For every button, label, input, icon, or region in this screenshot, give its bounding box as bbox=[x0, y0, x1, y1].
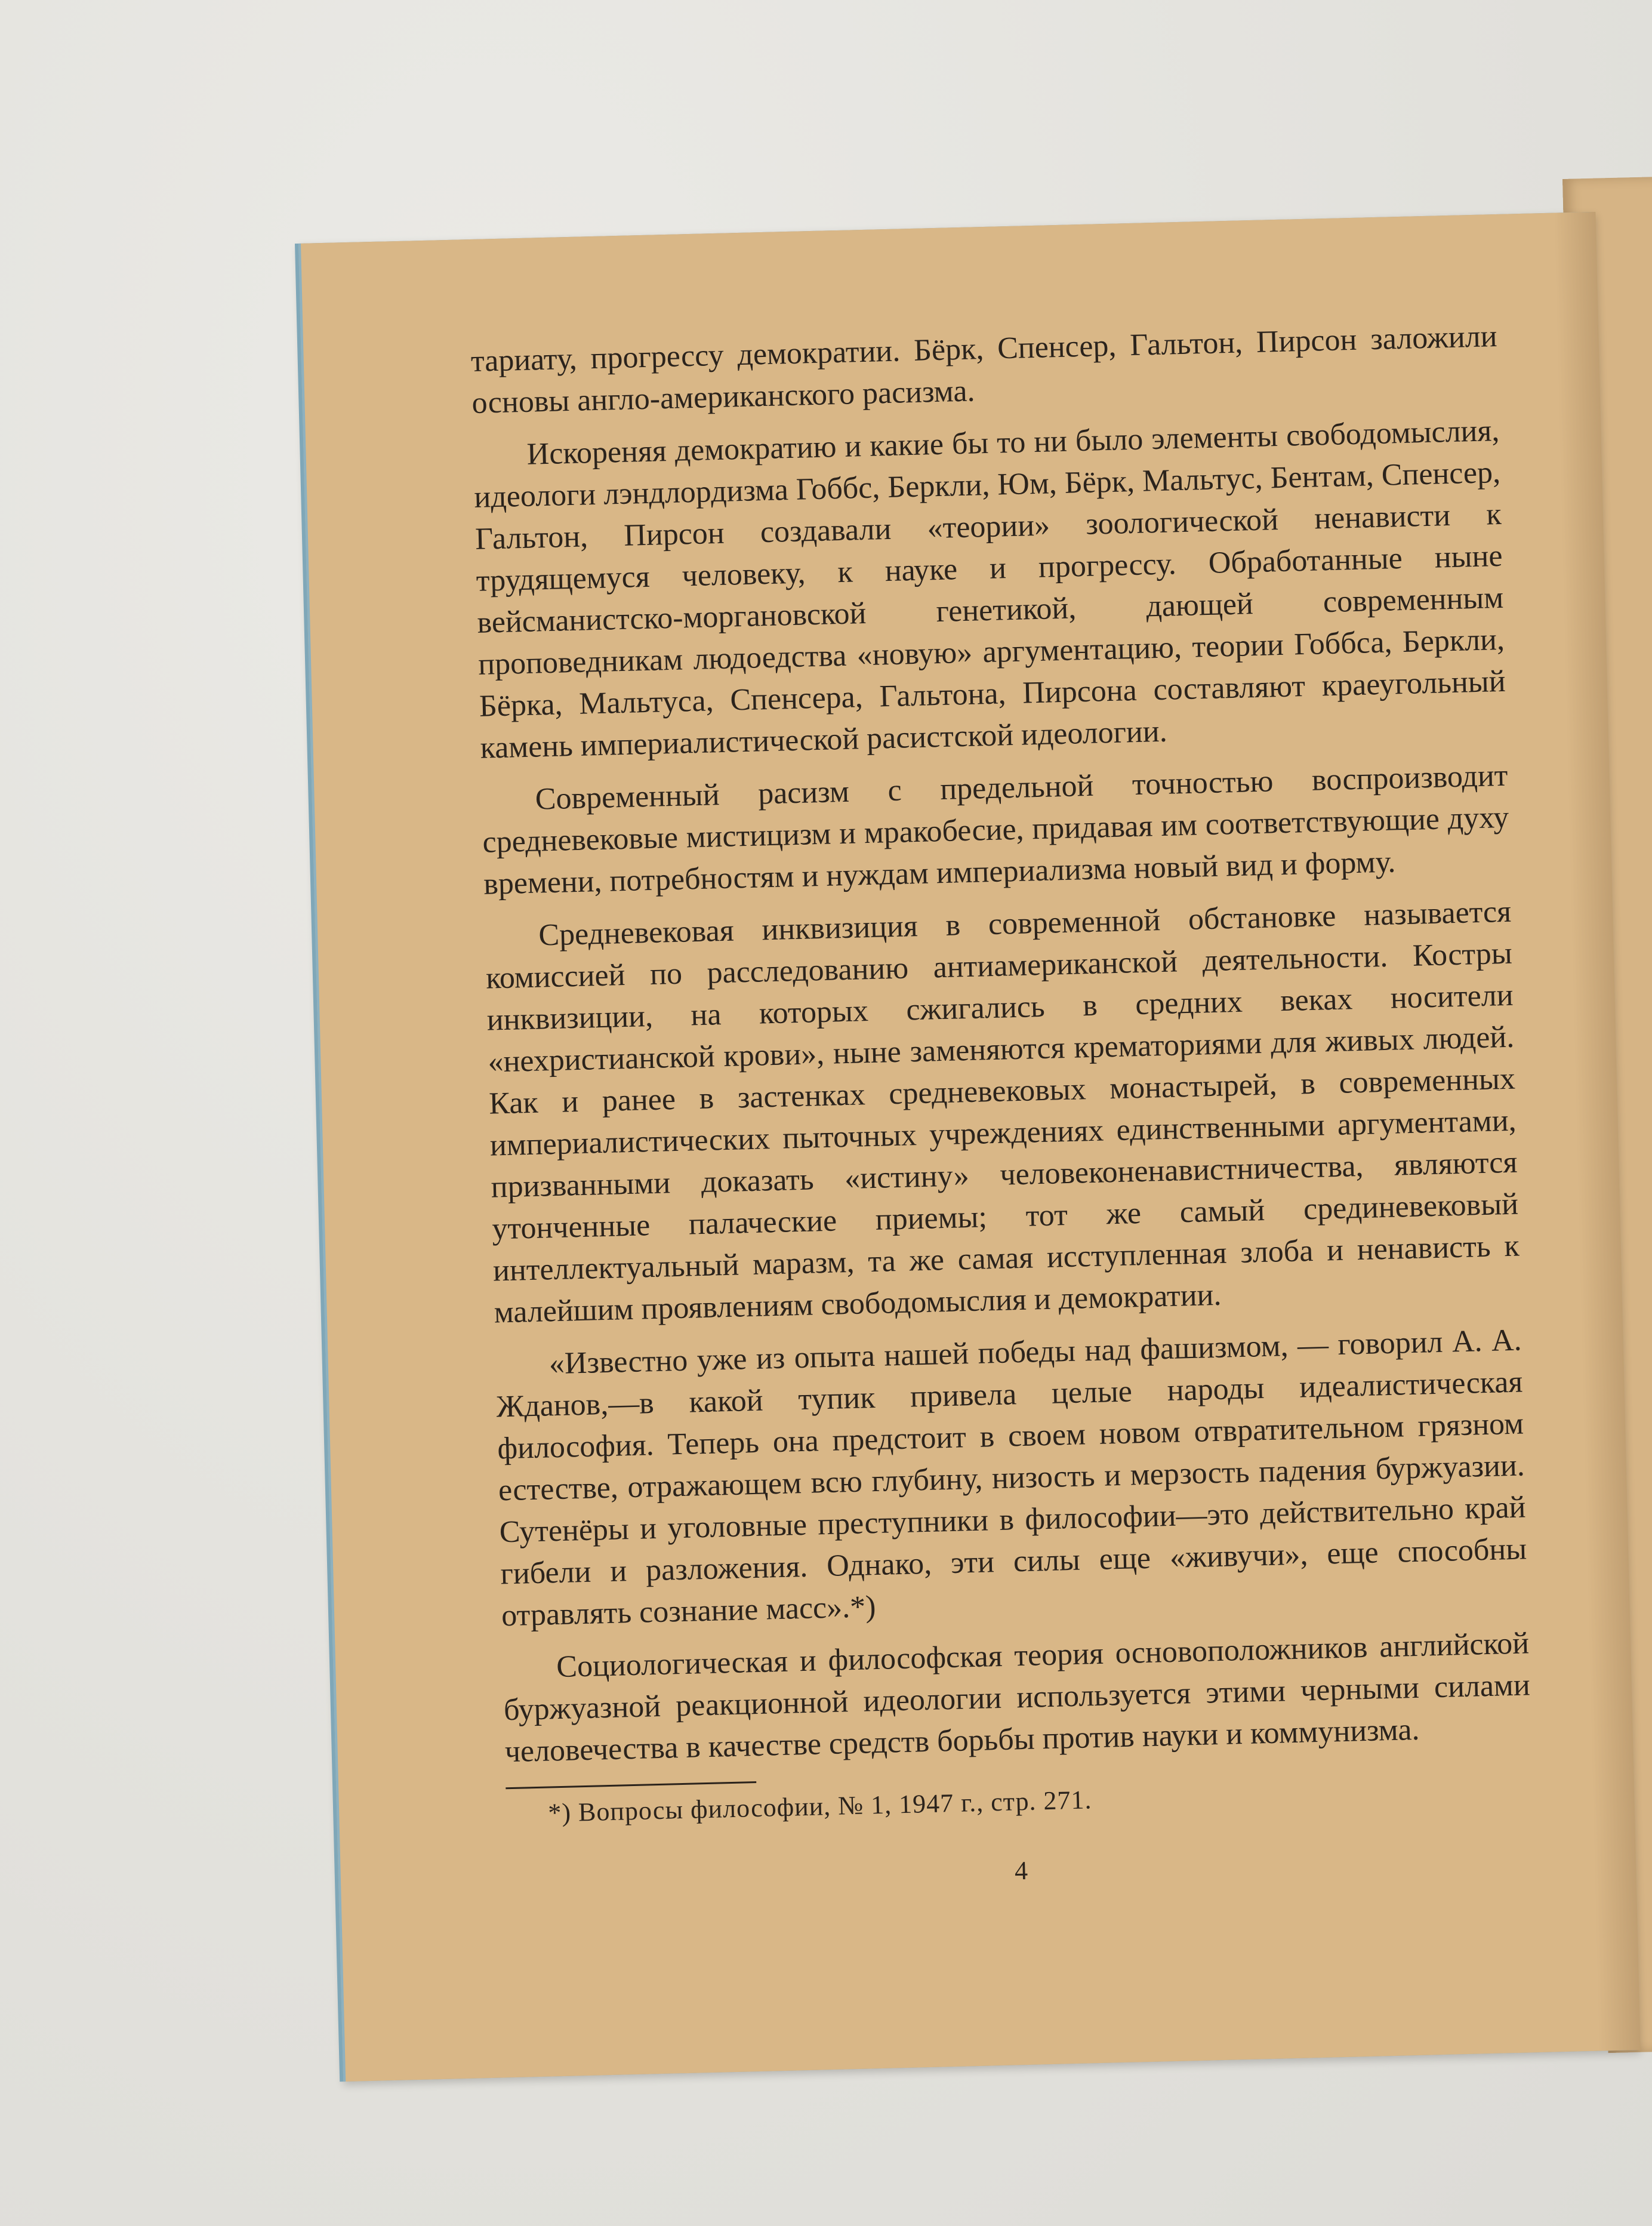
paragraph-5-quote: «Известно уже из опыта нашей победы над фашизмом, — говорил А. А. Жданов,—в какой тупик привела целые народы идеалистическая философия. Теперь она предстоит в своем новом отвратительном грязном естестве, отражающем всю глубину, низость и мерзость падения буржуазии. Сутенёры и уголовные преступники в философии—это действительно край гибели и разложения. Однако, эти силы еще «живучи», еще способны отравлять сознание масс».*) bbox=[496, 1323, 1527, 1633]
page-text bbox=[470, 316, 1534, 1898]
page-number: 4 bbox=[1014, 1855, 1028, 1886]
paragraph-4: Средневековая инквизиция в современной обстановке называется комиссией по расследованию антиамериканской деятельности. Костры инквизиции, на которых сжигались в средних веках носители «нехристианской крови», ныне заменяются крематориями для живых людей. Как и ранее в застенках средневековых монастырей, в современных империалистических пыточных учреждениях единственными аргументами, призванными доказать «истину» человеконенавистничества, являются утонченные палаческие приемы; тот же самый срединевековый интеллектуальный маразм, та же самая исступленная злоба и ненависть к малейшим проявлениям свободомыслия и демократии. bbox=[485, 894, 1520, 1330]
paragraph-3: Современный расизм с предельной точностью воспроизводит средневековые мистицизм и мракобесие, придавая им соответствующие духу времени, потребностям и нуждам империализма новый вид и форму. bbox=[482, 758, 1509, 901]
book-page bbox=[298, 212, 1641, 2082]
footnote-rule bbox=[506, 1781, 756, 1789]
footnote: *) Вопросы философии, № 1, 1947 г., стр. 271. bbox=[547, 1785, 1093, 1828]
paragraph-1: тариату, прогрессу демократии. Бёрк, Спенсер, Гальтон, Пирсон заложили основы англо-американского расизма. bbox=[470, 319, 1498, 420]
paragraph-2: Искореняя демократию и какие бы то ни было элементы свободомыслия, идеологи лэндлордизма Гоббс, Беркли, Юм, Бёрк, Мальтус, Бентам, Спенсер, Гальтон, Пирсон создавали «теории» зоологической ненависти к трудящемуся человеку, к науке и прогрессу. Обработанные ныне вейсманистско-моргановской генетикой, дающей современным проповедникам людоедства «новую» аргументацию, теории Гоббса, Беркли, Бёрка, Мальтуса, Спенсера, Гальтона, Пирсона составляют краеугольный камень империалистической расистской идеологии. bbox=[473, 413, 1506, 765]
paragraph-6: Социологическая и философская теория основоположников английской буржуазной реакционной идеологии используется этими черными силами человечества в качестве средств борьбы против науки и коммунизма. bbox=[503, 1626, 1531, 1769]
